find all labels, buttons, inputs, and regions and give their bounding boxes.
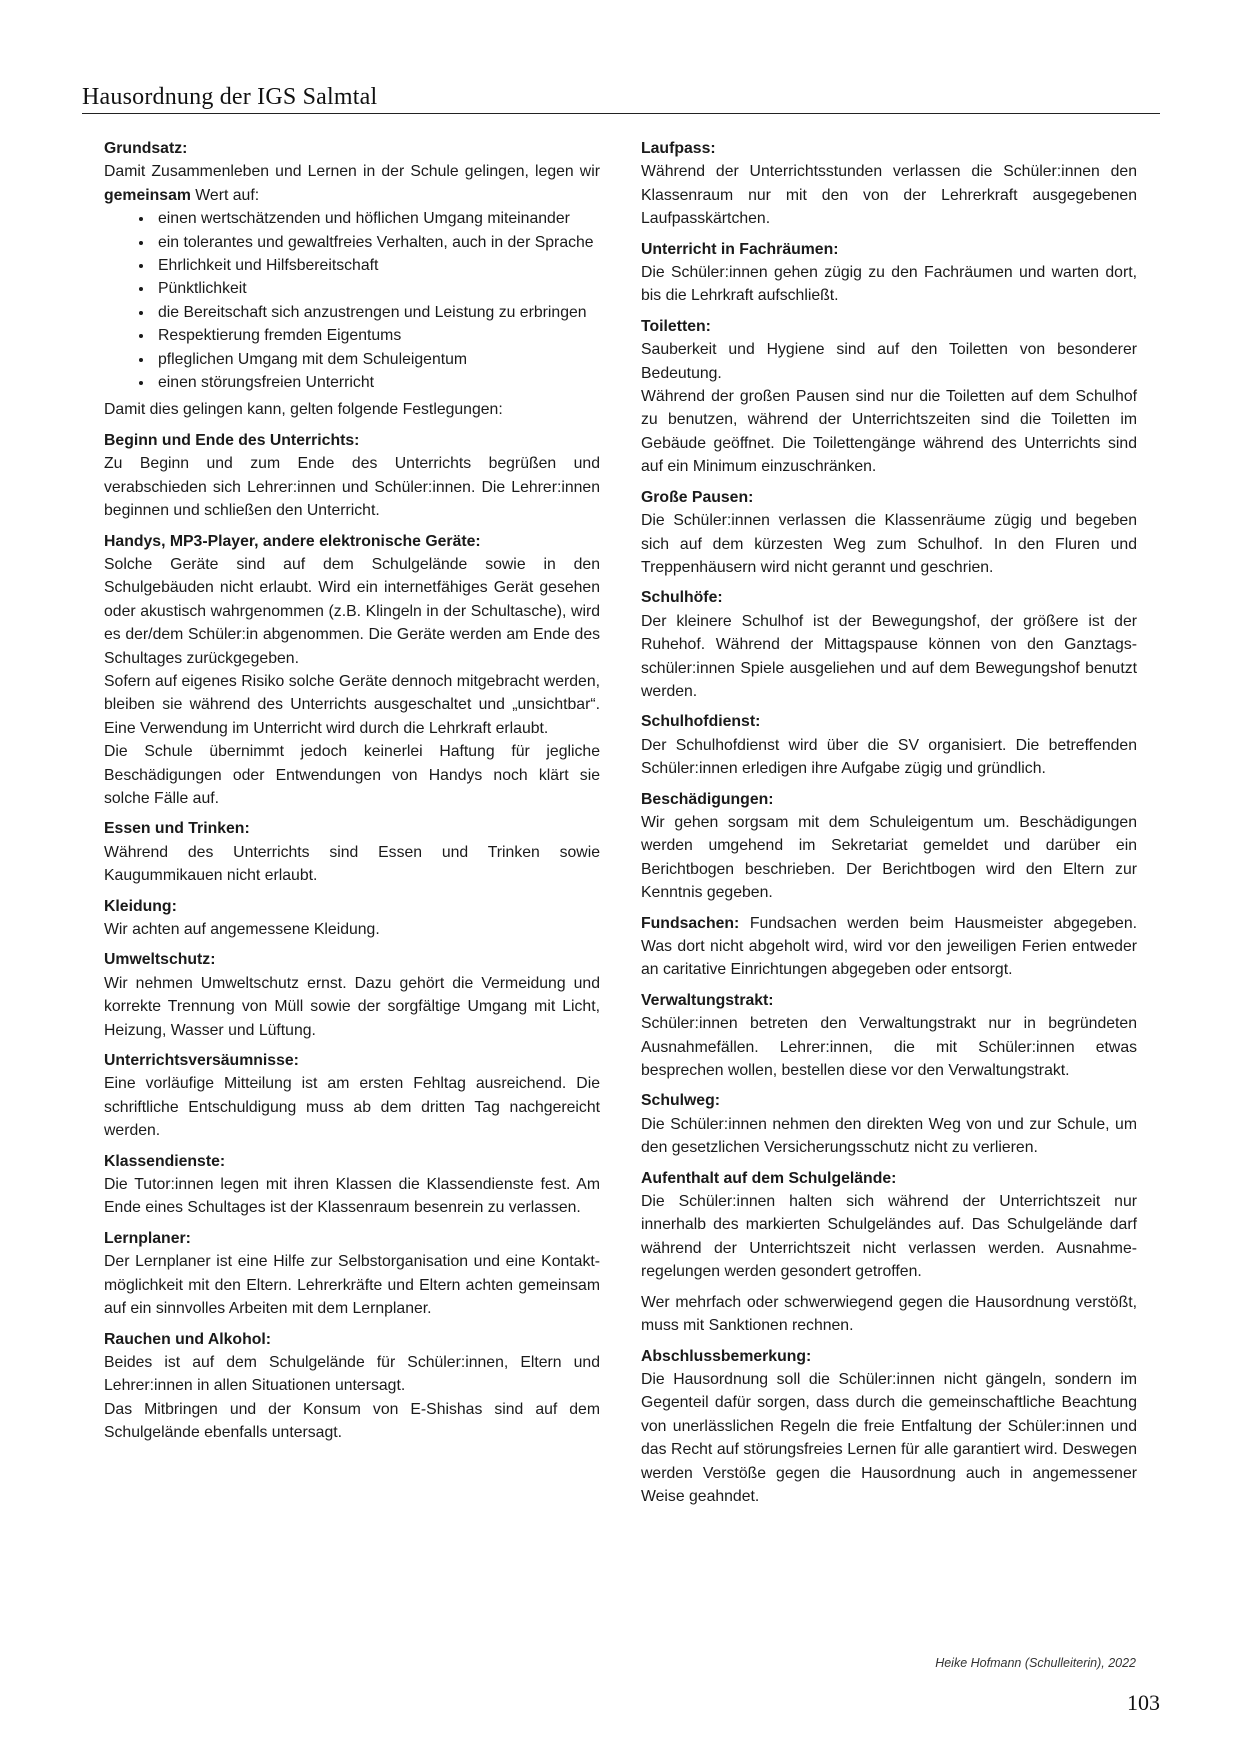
section-laufpass [641, 137, 1137, 231]
section-rauchen [104, 1328, 600, 1445]
section-text: Sofern auf eigenes Risiko solche Geräte dennoch mitgebracht werden, bleiben sie während des Unterrichts ausgeschaltet und „unsichtbar“. Eine Verwendung im Unterricht wird durch die Lehrkraft erlaubt. [104, 672, 600, 737]
section-abschluss [641, 1345, 1137, 1509]
section-klassendienste [104, 1150, 600, 1220]
section-text: Die Schüler:innen verlassen die Klassenräume zügig und begeben sich auf dem kürzesten Weg zum Schulhof. In den Fluren und Treppenhäusern wird nicht gerannt und geschrien. [641, 512, 1137, 576]
list-item: • ein tolerantes und gewaltfreies Verhalten, auch in der Sprache [154, 231, 600, 254]
section-text: Die Schüler:innen gehen zügig zu den Fachräumen und warten dort, bis die Lehrkraft aufschließt. [641, 264, 1137, 305]
section-kleidung [104, 895, 600, 942]
section-heading: Fundsachen: [641, 914, 740, 932]
grundsatz-intro: Damit Zusammenleben und Lernen in der Schule gelingen, legen wir gemeinsam Wert auf: [104, 163, 600, 204]
section-text: Wir nehmen Umweltschutz ernst. Dazu gehört die Vermeidung und korrekte Trennung von Müll sowie der sorgfältige Umgang mit Licht, Heizung, Wasser und Lüftung. [104, 974, 600, 1039]
section-grundsatz [104, 137, 600, 422]
section-heading: Aufenthalt auf dem Schulgelände: [641, 1169, 897, 1187]
section-handys [104, 530, 600, 811]
section-text: Während der Unterrichtsstunden verlassen die Schüler:innen den Klassenraum nur mit den von der Lehrerkraft ausgegebenen Laufpasskärtchen. [641, 163, 1137, 228]
section-essen [104, 817, 600, 887]
section-heading: Unterricht in Fachräumen: [641, 240, 839, 258]
section-text: Fundsachen: Fundsachen werden beim Hausmeister abgegeben. Was dort nicht abgeholt wird, wird vor den jeweiligen Ferien entweder an caritative Einrichtungen abgegeben oder entsorgt. [641, 914, 1137, 979]
section-heading: Unterrichtsversäumnisse: [104, 1052, 299, 1070]
page-number: 103 [1127, 1690, 1160, 1715]
section-heading: Rauchen und Alkohol: [104, 1330, 272, 1348]
section-text: Zu Beginn und zum Ende des Unterrichts begrüßen und verabschieden sich Lehrer:innen und Schüler:innen. Die Lehrer:innen beginnen und schließen den Unterricht. [104, 455, 600, 520]
section-text: Schüler:innen betreten den Verwaltungstrakt nur in begründeten Ausnahmefällen. Lehrer:innen, die mit Schüler:innen etwas besprechen wollen, bestellen diese vor den Verwaltungstrakt. [641, 1015, 1137, 1080]
section-heading: Grundsatz: [104, 140, 188, 157]
section-fundsachen [641, 912, 1137, 982]
section-verwaltung [641, 989, 1137, 1083]
section-text: Während des Unterrichts sind Essen und Trinken sowie Kaugummikauen nicht erlaubt. [104, 843, 600, 885]
section-text: Wer mehrfach oder schwerwiegend gegen die Hausordnung verstößt, muss mit Sanktionen rechnen. [641, 1293, 1137, 1335]
left-column [104, 137, 600, 1452]
section-schulhofdienst [641, 710, 1137, 780]
section-aufenthalt [641, 1167, 1137, 1284]
section-schulhoefe [641, 586, 1137, 703]
list-item: • Pünktlichkeit [154, 277, 600, 300]
section-text: Während der großen Pausen sind nur die Toiletten auf dem Schulhof zu benutzen, während der Unterrichtszeiten sind die Toiletten im Gebäude geöffnet. Die Toilettengänge während des Unterrichts sind auf ein Minimum einzuschränken. [641, 388, 1137, 476]
section-toiletten [641, 315, 1137, 479]
section-heading: Beginn und Ende des Unterrichts: [104, 431, 360, 449]
section-text: Die Schule übernimmt jedoch keinerlei Haftung für jegliche Beschädigungen oder Entwendungen von Handys noch klärt sie solche Fälle auf. [104, 743, 600, 807]
section-pausen [641, 486, 1137, 580]
section-sanktionen [641, 1291, 1137, 1338]
section-text: Die Tutor:innen legen mit ihren Klassen die Klassendienste fest. Am Ende eines Schultages ist der Klassenraum besenrein zu verlassen. [104, 1176, 600, 1217]
section-heading: Lernplaner: [104, 1229, 191, 1247]
section-text: Beides ist auf dem Schulgelände für Schüler:innen, Eltern und Lehrer:innen in allen Situationen untersagt. [104, 1353, 600, 1395]
grundsatz-closing: Damit dies gelingen kann, gelten folgende Festlegungen: [104, 401, 503, 419]
section-versaeumnisse [104, 1049, 600, 1143]
list-item: • Ehrlichkeit und Hilfsbereitschaft [154, 254, 600, 277]
section-heading: Schulweg: [641, 1092, 720, 1110]
section-beschaedigungen [641, 788, 1137, 905]
section-text: Sauberkeit und Hygiene sind auf den Toiletten von besonderer Bedeutung. [641, 341, 1137, 382]
section-text: Eine vorläufige Mitteilung ist am ersten Fehltag ausreichend. Die schriftliche Entschuldigung muss ab dem dritten Tag nachgereicht werden. [104, 1075, 600, 1140]
right-column [641, 137, 1137, 1515]
section-schulweg [641, 1089, 1137, 1159]
section-text: Die Hausordnung soll die Schüler:innen nicht gängeln, sondern im Gegenteil dafür sorgen, dass durch die gemeinschaftliche Beachtung von unerlässlichen Regeln die freie Entfaltung der Schüler:innen und das Recht auf störungsfreies Lernen für alle garantiert wird. Deswegen werden Verstöße gegen die Hausordnung auch in angemessener Weise geahndet. [641, 1370, 1137, 1505]
section-heading: Essen und Trinken: [104, 820, 250, 838]
section-heading: Schulhöfe: [641, 589, 723, 607]
section-heading: Schulhofdienst: [641, 713, 761, 731]
section-heading: Kleidung: [104, 897, 177, 915]
section-heading: Verwaltungstrakt: [641, 991, 774, 1009]
section-heading: Große Pausen: [641, 488, 754, 506]
section-fachraeume [641, 238, 1137, 308]
section-text: Das Mitbringen und der Konsum von E-Shishas sind auf dem Schulgelände ebenfalls untersagt. [104, 1400, 600, 1442]
section-text: Wir achten auf angemessene Kleidung. [104, 921, 380, 938]
signature: Heike Hofmann (Schulleiterin), 2022 [935, 1656, 1136, 1670]
list-item: • einen wertschätzenden und höflichen Umgang miteinander [154, 207, 600, 230]
section-heading: Handys, MP3-Player, andere elektronische Geräte: [104, 532, 481, 550]
section-heading: Klassendienste: [104, 1152, 226, 1170]
list-item: • die Bereitschaft sich anzustrengen und Leistung zu erbringen [154, 301, 600, 324]
section-text: Die Schüler:innen halten sich während der Unterrichtszeit nur innerhalb des markierten Schulgeländes auf. Das Schulgelände darf während der Unterrichtszeit nicht verlassen werden. Ausnahme-regelungen werden gesondert getroffen. [641, 1193, 1137, 1281]
page-header [82, 84, 1160, 114]
section-heading: Laufpass: [641, 140, 716, 157]
section-heading: Toiletten: [641, 317, 711, 335]
section-text: Solche Geräte sind auf dem Schulgelände sowie in den Schulgebäuden nicht erlaubt. Wird ein internetfähiges Gerät gesehen oder akustisch wahrgenommen (z.B. Klingeln in der Schultasche), wird es der/dem Schüler:in abgenommen. Die Geräte werden am Ende des Schultages zurückgegeben. [104, 555, 600, 667]
section-heading: Beschädigungen: [641, 790, 774, 808]
section-heading: Umweltschutz: [104, 951, 216, 969]
list-item: • Respektierung fremden Eigentums [154, 324, 600, 347]
section-text: Der Lernplaner ist eine Hilfe zur Selbstorganisation und eine Kontakt-möglichkeit mit den Eltern. Lehrerkräfte und Eltern achten gemeinsam auf ein sinnvolles Arbeiten mit dem Lernplaner. [104, 1253, 600, 1318]
section-text: Die Schüler:innen nehmen den direkten Weg von und zur Schule, um den gesetzlichen Versicherungsschutz nicht zu verlieren. [641, 1115, 1137, 1157]
section-lernplaner [104, 1227, 600, 1321]
section-text: Der kleinere Schulhof ist der Bewegungshof, der größere ist der Ruhehof. Während der Mittagspause können von den Ganztags-schüler:innen Spiele ausgeliehen und auf dem Bewegungshof benutzt werden. [641, 612, 1137, 700]
section-beginn [104, 429, 600, 523]
section-text: Wir gehen sorgsam mit dem Schuleigentum um. Beschädigungen werden umgehend im Sekretariat gemeldet und darüber ein Berichtbogen beschrieben. Der Berichtbogen wird den Eltern zur Kenntnis gegeben. [641, 813, 1137, 902]
section-text: Der Schulhofdienst wird über die SV organisiert. Die betreffenden Schüler:innen erledigen ihre Aufgabe zügig und gründlich. [641, 736, 1137, 778]
grundsatz-list [104, 207, 600, 394]
section-heading: Abschlussbemerkung: [641, 1347, 812, 1365]
page-title: Hausordnung der IGS Salmtal [82, 84, 378, 110]
list-item: • einen störungsfreien Unterricht [154, 371, 600, 394]
section-umweltschutz [104, 948, 600, 1042]
list-item: • pfleglichen Umgang mit dem Schuleigentum [154, 348, 600, 371]
